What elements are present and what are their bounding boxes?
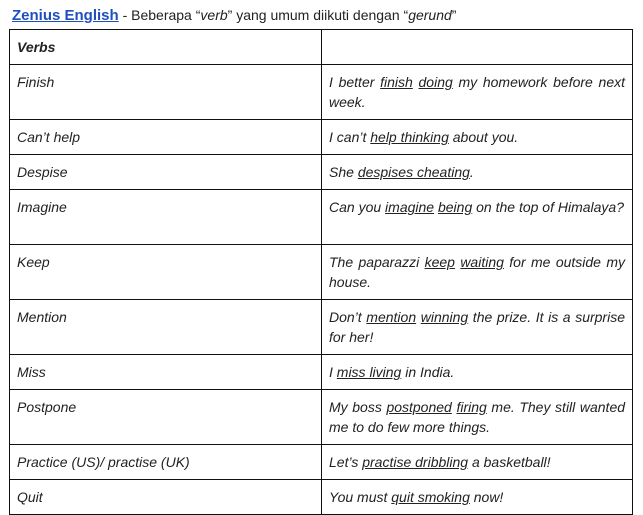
table-row [10, 480, 633, 515]
example-text: Can you [329, 199, 386, 215]
example-text: now! [469, 489, 504, 505]
page-title [12, 5, 456, 26]
verb-cell: Postpone [10, 390, 322, 445]
underlined-gerund: doing [418, 74, 453, 90]
verb-cell: Despise [10, 155, 322, 190]
verb-cell: Finish [10, 65, 322, 120]
brand-link[interactable]: Zenius English [12, 7, 119, 24]
example-text: She [329, 164, 358, 180]
underlined-verb: imagine [385, 199, 435, 215]
example-cell [322, 355, 633, 390]
table-row [10, 390, 633, 445]
underlined-phrase: help thinking [370, 129, 449, 145]
underlined-phrase: practise dribbling [362, 454, 469, 470]
verbs-table [9, 29, 633, 515]
example-text: Don’t [329, 309, 367, 325]
title-text: ” [451, 7, 457, 23]
example-text: a basketball! [468, 454, 551, 470]
underlined-verb: finish [380, 74, 413, 90]
table-row [10, 65, 633, 120]
verb-cell: Quit [10, 480, 322, 515]
example-cell [322, 65, 633, 120]
example-text: in India. [401, 364, 455, 380]
example-cell [322, 445, 633, 480]
underlined-verb: mention [366, 309, 417, 325]
title-text: - Beberapa “ [118, 7, 201, 23]
example-text: Let’s [329, 454, 363, 470]
underlined-verb: keep [424, 254, 455, 270]
example-cell [322, 155, 633, 190]
example-text: The paparazzi [329, 254, 425, 270]
table-row [10, 120, 633, 155]
example-text: my homework before next week. [329, 74, 626, 110]
example-cell [322, 300, 633, 355]
example-cell [322, 120, 633, 155]
underlined-gerund: waiting [460, 254, 504, 270]
underlined-gerund: winning [420, 309, 469, 325]
example-cell [322, 190, 633, 245]
table-header-row [10, 30, 633, 65]
example-cell [322, 390, 633, 445]
column-header-examples [322, 30, 633, 65]
verb-cell: Practice (US)/ practise (UK) [10, 445, 322, 480]
table-row [10, 155, 633, 190]
table-row [10, 300, 633, 355]
verb-cell: Mention [10, 300, 322, 355]
verb-cell: Imagine [10, 190, 322, 245]
table-row [10, 245, 633, 300]
example-text: I can’t [329, 129, 371, 145]
column-header-verbs: Verbs [10, 30, 322, 65]
example-cell [322, 245, 633, 300]
table-row [10, 190, 633, 245]
verb-cell: Can’t help [10, 120, 322, 155]
title-text: ” yang umum diikuti dengan “ [227, 7, 409, 23]
example-text: You must [329, 489, 392, 505]
example-text: about you. [448, 129, 519, 145]
underlined-phrase: miss living [336, 364, 402, 380]
example-cell [322, 480, 633, 515]
example-text: for me outside my house. [329, 254, 625, 290]
example-text: . [469, 164, 474, 180]
example-text: My boss [329, 399, 387, 415]
verb-cell: Miss [10, 355, 322, 390]
example-text: on the top of Himalaya? [472, 199, 624, 215]
underlined-verb: postponed [386, 399, 452, 415]
example-text: I better [329, 74, 381, 90]
example-text: the prize. It is a surprise for her! [329, 309, 625, 345]
title-emphasis-gerund: gerund [408, 7, 452, 23]
underlined-phrase: quit smoking [391, 489, 470, 505]
table-row [10, 355, 633, 390]
underlined-gerund: firing [456, 399, 487, 415]
verb-cell: Keep [10, 245, 322, 300]
table-row [10, 445, 633, 480]
underlined-phrase: despises cheating [357, 164, 470, 180]
example-text: me. They still wanted me to do few more things. [329, 399, 626, 435]
title-emphasis-verb: verb [200, 7, 228, 23]
example-text: I [329, 364, 337, 380]
underlined-gerund: being [437, 199, 473, 215]
